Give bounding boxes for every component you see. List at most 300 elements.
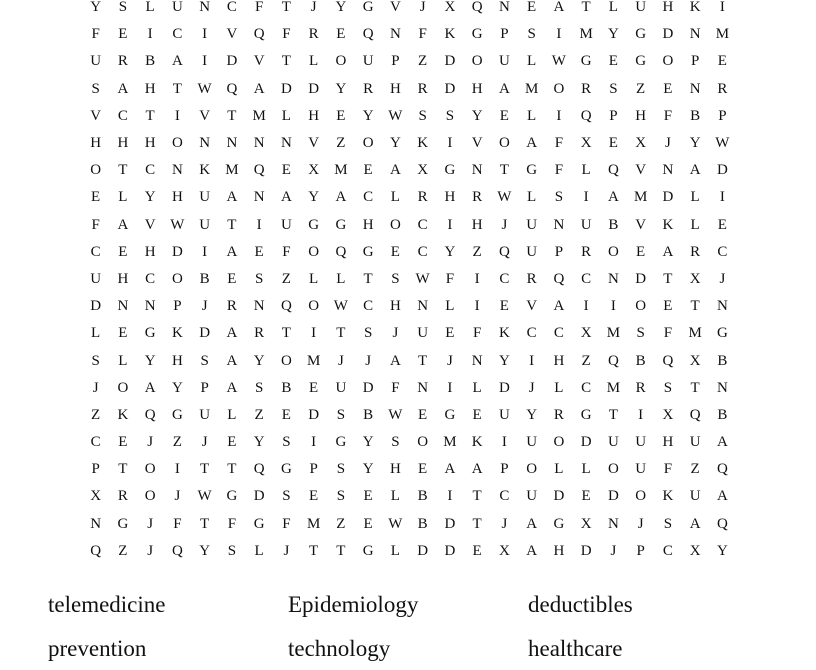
- grid-letter: G: [635, 26, 647, 43]
- grid-letter: B: [717, 406, 728, 423]
- grid-letter: O: [417, 434, 429, 451]
- grid-letter: J: [446, 352, 453, 369]
- grid-letter: T: [690, 379, 700, 396]
- grid-letter: T: [690, 298, 700, 315]
- word-list-row: [48, 582, 788, 626]
- grid-letter: M: [688, 325, 702, 342]
- grid-letter: U: [526, 216, 538, 233]
- grid-letter: J: [501, 216, 508, 233]
- grid-letter: X: [689, 270, 701, 287]
- grid-letter: Q: [171, 542, 183, 559]
- grid-letter: Q: [716, 461, 728, 478]
- grid-letter: C: [363, 298, 374, 315]
- grid-letter: I: [202, 53, 208, 70]
- grid-letter: S: [118, 0, 128, 16]
- grid-letter: O: [308, 298, 320, 315]
- grid-letter: H: [362, 216, 374, 233]
- grid-letter: Z: [91, 406, 101, 423]
- grid-letter: D: [308, 406, 320, 423]
- grid-letter: S: [391, 434, 400, 451]
- grid-letter: H: [471, 216, 483, 233]
- grid-letter: R: [363, 80, 374, 97]
- grid-letter: J: [528, 379, 535, 396]
- grid-letter: B: [281, 379, 292, 396]
- grid-letter: I: [474, 270, 480, 287]
- grid-letter: U: [498, 53, 510, 70]
- grid-letter: A: [526, 135, 538, 152]
- grid-letter: Q: [253, 26, 265, 43]
- grid-letter: M: [524, 80, 539, 97]
- grid-letter: D: [226, 53, 238, 70]
- grid-letter: E: [281, 406, 291, 423]
- grid-letter: L: [118, 352, 128, 369]
- grid-letter: P: [609, 107, 618, 124]
- grid-letter: F: [663, 461, 673, 478]
- grid-letter: D: [662, 26, 674, 43]
- grid-row: [82, 320, 736, 347]
- grid-row: [82, 157, 736, 184]
- grid-letter: J: [174, 488, 181, 505]
- word-list-item: technology: [288, 635, 391, 661]
- grid-letter: L: [281, 107, 291, 124]
- grid-letter: E: [472, 542, 482, 559]
- grid-letter: V: [526, 298, 538, 315]
- grid-letter: L: [581, 461, 591, 478]
- grid-letter: D: [444, 542, 456, 559]
- grid-letter: I: [556, 26, 562, 43]
- grid-letter: X: [580, 325, 592, 342]
- grid-letter: Y: [444, 243, 456, 260]
- grid-letter: G: [471, 26, 483, 43]
- grid-letter: T: [118, 461, 128, 478]
- grid-letter: U: [689, 488, 701, 505]
- grid-letter: C: [172, 26, 183, 43]
- grid-letter: U: [199, 216, 211, 233]
- grid-letter: S: [445, 107, 455, 124]
- grid-letter: D: [444, 515, 456, 532]
- grid-letter: M: [252, 107, 266, 124]
- grid-letter: N: [471, 352, 483, 369]
- grid-letter: Q: [253, 162, 265, 179]
- word-list-item: prevention: [48, 635, 147, 661]
- grid-letter: X: [90, 488, 102, 505]
- grid-letter: H: [308, 107, 320, 124]
- grid-letter: D: [417, 542, 429, 559]
- grid-letter: G: [580, 406, 592, 423]
- grid-letter: C: [499, 270, 510, 287]
- grid-row: [82, 212, 736, 239]
- grid-letter: D: [444, 53, 456, 70]
- grid-letter: G: [444, 406, 456, 423]
- grid-letter: V: [199, 107, 211, 124]
- grid-letter: S: [336, 461, 346, 478]
- grid-letter: U: [199, 189, 211, 206]
- grid-letter: I: [719, 0, 725, 16]
- grid-letter: U: [526, 243, 538, 260]
- grid-letter: E: [336, 107, 346, 124]
- grid-letter: L: [554, 379, 564, 396]
- grid-letter: O: [635, 488, 647, 505]
- grid-letter: H: [471, 80, 483, 97]
- grid-letter: L: [581, 162, 591, 179]
- grid-letter: A: [226, 352, 238, 369]
- grid-letter: P: [636, 542, 645, 559]
- grid-letter: I: [501, 434, 507, 451]
- grid-letter: L: [445, 298, 455, 315]
- grid-letter: P: [309, 461, 318, 478]
- grid-letter: R: [581, 80, 592, 97]
- grid-letter: H: [389, 298, 401, 315]
- grid-letter: F: [282, 243, 291, 260]
- grid-letter: Y: [253, 352, 265, 369]
- grid-letter: Z: [118, 542, 128, 559]
- grid-letter: P: [554, 243, 564, 260]
- grid-letter: W: [551, 53, 566, 70]
- grid-letter: O: [144, 461, 156, 478]
- grid-letter: A: [526, 515, 538, 532]
- grid-letter: D: [280, 80, 292, 97]
- grid-letter: H: [144, 243, 156, 260]
- grid-letter: F: [554, 135, 564, 152]
- grid-letter: Q: [280, 298, 292, 315]
- grid-letter: R: [472, 189, 483, 206]
- grid-letter: V: [308, 135, 320, 152]
- grid-letter: O: [389, 216, 401, 233]
- grid-letter: H: [117, 135, 129, 152]
- grid-letter: E: [390, 243, 400, 260]
- grid-row: [82, 130, 736, 157]
- grid-letter: C: [145, 270, 156, 287]
- grid-letter: U: [171, 0, 183, 16]
- grid-letter: T: [499, 162, 509, 179]
- grid-letter: P: [690, 53, 700, 70]
- grid-letter: Z: [336, 135, 346, 152]
- grid-letter: A: [553, 0, 565, 16]
- grid-letter: I: [474, 298, 480, 315]
- grid-letter: S: [282, 488, 291, 505]
- grid-letter: L: [527, 107, 537, 124]
- grid-letter: W: [197, 80, 212, 97]
- grid-letter: A: [607, 189, 619, 206]
- grid-letter: H: [171, 352, 183, 369]
- grid-letter: U: [526, 488, 538, 505]
- grid-letter: Q: [716, 515, 728, 532]
- grid-letter: V: [253, 53, 265, 70]
- grid-letter: B: [363, 406, 374, 423]
- grid-letter: C: [145, 162, 156, 179]
- grid-letter: L: [145, 0, 155, 16]
- grid-letter: I: [174, 461, 180, 478]
- grid-letter: Q: [580, 107, 592, 124]
- grid-letter: H: [90, 135, 102, 152]
- grid-letter: N: [471, 162, 483, 179]
- grid-letter: I: [174, 107, 180, 124]
- grid-letter: A: [253, 80, 265, 97]
- grid-letter: E: [118, 434, 128, 451]
- grid-letter: E: [499, 107, 509, 124]
- grid-letter: U: [90, 270, 102, 287]
- grid-row: [82, 103, 736, 130]
- grid-letter: Z: [172, 434, 182, 451]
- grid-letter: N: [280, 135, 292, 152]
- grid-letter: A: [226, 243, 238, 260]
- grid-letter: T: [200, 515, 210, 532]
- grid-letter: Y: [389, 135, 401, 152]
- grid-letter: L: [472, 379, 482, 396]
- grid-letter: B: [145, 53, 156, 70]
- grid-letter: O: [662, 53, 674, 70]
- grid-letter: Y: [171, 379, 183, 396]
- grid-letter: M: [715, 26, 730, 43]
- grid-letter: H: [553, 542, 565, 559]
- grid-letter: W: [497, 189, 512, 206]
- grid-letter: R: [581, 243, 592, 260]
- grid-letter: C: [662, 542, 673, 559]
- grid-letter: D: [171, 243, 183, 260]
- grid-letter: T: [281, 0, 291, 16]
- grid-letter: N: [226, 135, 238, 152]
- grid-letter: E: [309, 488, 319, 505]
- grid-letter: E: [418, 461, 428, 478]
- grid-letter: F: [472, 325, 482, 342]
- grid-letter: T: [472, 488, 482, 505]
- grid-letter: T: [418, 352, 428, 369]
- grid-letter: P: [391, 53, 400, 70]
- grid-letter: D: [607, 488, 619, 505]
- grid-letter: L: [690, 189, 700, 206]
- grid-letter: L: [527, 53, 537, 70]
- grid-letter: V: [635, 162, 647, 179]
- grid-letter: S: [254, 270, 264, 287]
- grid-letter: V: [226, 26, 238, 43]
- grid-row: [82, 483, 736, 510]
- grid-letter: C: [90, 434, 101, 451]
- grid-letter: D: [498, 379, 510, 396]
- grid-letter: Q: [253, 461, 265, 478]
- grid-letter: Y: [144, 189, 156, 206]
- grid-letter: R: [417, 80, 428, 97]
- grid-letter: R: [526, 270, 537, 287]
- grid-letter: F: [663, 325, 673, 342]
- grid-letter: G: [117, 515, 129, 532]
- grid-letter: T: [227, 461, 237, 478]
- grid-letter: N: [689, 26, 701, 43]
- grid-letter: J: [392, 325, 399, 342]
- grid-letter: T: [363, 270, 373, 287]
- grid-letter: R: [117, 53, 128, 70]
- grid-letter: E: [363, 515, 373, 532]
- grid-letter: E: [363, 162, 373, 179]
- grid-letter: R: [117, 488, 128, 505]
- grid-letter: J: [501, 515, 508, 532]
- grid-letter: K: [117, 406, 129, 423]
- grid-letter: N: [607, 515, 619, 532]
- grid-letter: Q: [226, 80, 238, 97]
- grid-letter: H: [389, 80, 401, 97]
- grid-letter: O: [607, 461, 619, 478]
- grid-letter: G: [171, 406, 183, 423]
- grid-letter: Q: [607, 352, 619, 369]
- grid-letter: D: [362, 379, 374, 396]
- grid-letter: M: [306, 352, 321, 369]
- grid-letter: S: [391, 270, 400, 287]
- grid-letter: W: [170, 216, 185, 233]
- grid-letter: M: [606, 325, 621, 342]
- grid-row: [82, 76, 736, 103]
- grid-letter: Y: [498, 352, 510, 369]
- grid-letter: G: [144, 325, 156, 342]
- grid-letter: Z: [281, 270, 291, 287]
- grid-letter: B: [199, 270, 210, 287]
- grid-letter: K: [498, 325, 510, 342]
- grid-letter: G: [362, 542, 374, 559]
- grid-letter: N: [607, 270, 619, 287]
- grid-letter: F: [554, 162, 564, 179]
- grid-letter: C: [581, 270, 592, 287]
- grid-letter: L: [254, 542, 264, 559]
- grid-letter: M: [225, 162, 239, 179]
- grid-letter: J: [147, 515, 154, 532]
- grid-letter: I: [529, 352, 535, 369]
- grid-letter: V: [90, 107, 102, 124]
- grid-letter: Q: [144, 406, 156, 423]
- grid-letter: G: [335, 434, 347, 451]
- grid-letter: Q: [689, 406, 701, 423]
- grid-letter: W: [197, 488, 212, 505]
- grid-letter: N: [253, 189, 265, 206]
- grid-letter: A: [335, 189, 347, 206]
- grid-letter: I: [583, 189, 589, 206]
- grid-letter: F: [254, 0, 264, 16]
- grid-letter: L: [91, 325, 101, 342]
- grid-letter: F: [227, 515, 237, 532]
- grid-letter: E: [663, 80, 673, 97]
- grid-letter: T: [472, 515, 482, 532]
- grid-letter: A: [171, 53, 183, 70]
- grid-letter: S: [636, 325, 645, 342]
- grid-letter: J: [664, 135, 671, 152]
- grid-letter: B: [717, 352, 728, 369]
- grid-letter: E: [717, 53, 727, 70]
- grid-letter: J: [147, 434, 154, 451]
- grid-letter: A: [389, 352, 401, 369]
- grid-letter: D: [444, 80, 456, 97]
- grid-letter: X: [580, 135, 592, 152]
- grid-letter: O: [171, 270, 183, 287]
- grid-letter: J: [719, 270, 726, 287]
- grid-letter: G: [253, 515, 265, 532]
- grid-letter: A: [498, 80, 510, 97]
- grid-letter: U: [498, 406, 510, 423]
- grid-letter: T: [581, 0, 591, 16]
- grid-letter: N: [553, 216, 565, 233]
- grid-letter: L: [390, 488, 400, 505]
- grid-letter: Y: [335, 80, 347, 97]
- grid-letter: N: [417, 298, 429, 315]
- grid-letter: E: [118, 325, 128, 342]
- grid-letter: P: [500, 461, 509, 478]
- grid-letter: A: [553, 298, 565, 315]
- grid-letter: I: [447, 216, 453, 233]
- grid-letter: U: [199, 406, 211, 423]
- grid-letter: A: [226, 189, 238, 206]
- grid-letter: A: [689, 515, 701, 532]
- word-list-item: Epidemiology: [288, 591, 419, 617]
- grid-letter: X: [498, 542, 510, 559]
- grid-letter: I: [447, 135, 453, 152]
- grid-letter: G: [526, 162, 538, 179]
- grid-letter: B: [417, 515, 428, 532]
- grid-letter: K: [444, 26, 456, 43]
- grid-letter: T: [145, 107, 155, 124]
- grid-letter: R: [690, 243, 701, 260]
- grid-letter: J: [610, 542, 617, 559]
- grid-letter: I: [447, 488, 453, 505]
- grid-letter: D: [580, 542, 592, 559]
- grid-letter: L: [227, 406, 237, 423]
- grid-letter: I: [256, 216, 262, 233]
- grid-row: [82, 48, 736, 75]
- grid-letter: O: [635, 298, 647, 315]
- grid-letter: Q: [471, 0, 483, 16]
- grid-letter: E: [418, 406, 428, 423]
- grid-letter: E: [91, 189, 101, 206]
- grid-letter: V: [389, 0, 401, 16]
- grid-letter: J: [92, 379, 99, 396]
- grid-letter: V: [471, 135, 483, 152]
- grid-letter: O: [335, 53, 347, 70]
- grid-letter: O: [526, 461, 538, 478]
- grid-letter: A: [226, 379, 238, 396]
- grid-letter: A: [280, 189, 292, 206]
- grid-letter: Q: [335, 243, 347, 260]
- grid-letter: O: [471, 53, 483, 70]
- grid-letter: A: [716, 488, 728, 505]
- grid-letter: H: [444, 189, 456, 206]
- grid-letter: E: [281, 162, 291, 179]
- grid-letter: U: [362, 53, 374, 70]
- grid-letter: P: [718, 107, 727, 124]
- grid-letter: G: [553, 515, 565, 532]
- grid-row: [82, 266, 736, 293]
- grid-letter: J: [147, 542, 154, 559]
- grid-letter: T: [227, 216, 237, 233]
- grid-letter: G: [716, 325, 728, 342]
- grid-letter: S: [609, 80, 618, 97]
- grid-letter: K: [417, 135, 429, 152]
- letter-grid: [82, 0, 736, 565]
- grid-letter: I: [610, 298, 616, 315]
- grid-letter: S: [91, 80, 100, 97]
- grid-letter: D: [662, 189, 674, 206]
- grid-row: [82, 293, 736, 320]
- grid-letter: B: [635, 352, 646, 369]
- grid-letter: X: [580, 515, 592, 532]
- grid-letter: I: [556, 107, 562, 124]
- grid-letter: S: [527, 26, 536, 43]
- grid-letter: Y: [335, 0, 347, 16]
- grid-letter: B: [690, 107, 701, 124]
- grid-letter: Z: [690, 461, 700, 478]
- grid-letter: M: [306, 515, 321, 532]
- grid-letter: C: [717, 243, 728, 260]
- grid-letter: P: [200, 379, 209, 396]
- grid-letter: N: [498, 0, 510, 16]
- grid-row: [82, 511, 736, 538]
- grid-row: [82, 0, 736, 21]
- grid-letter: L: [390, 542, 400, 559]
- grid-letter: O: [280, 352, 292, 369]
